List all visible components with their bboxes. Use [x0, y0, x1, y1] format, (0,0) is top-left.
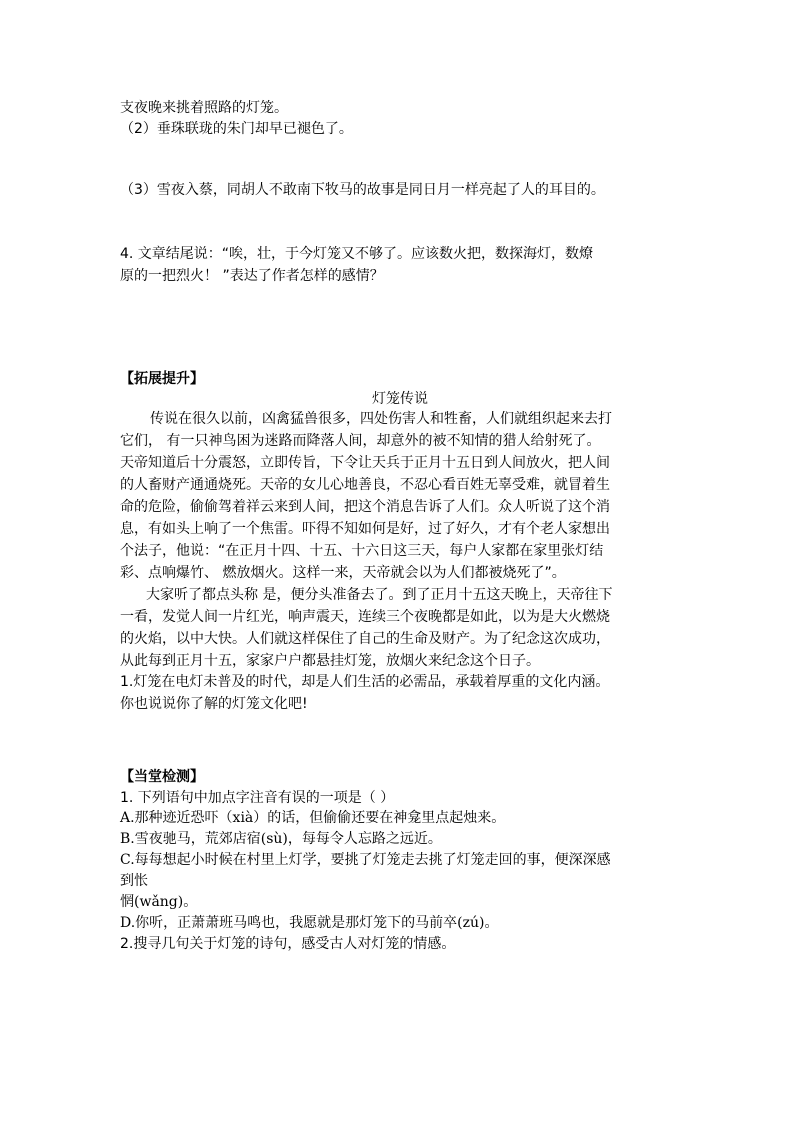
text-line: 支夜晚来挑着照路的灯笼。: [120, 100, 288, 116]
passage-line: 它们， 有一只神鸟困为迷路而降落人间，却意外的被不知情的猎人给射死了。: [120, 433, 601, 449]
passage-line: 命的危险，偷偷驾着祥云来到人间，把这个消息告诉了人们。众人听说了这个消: [120, 499, 610, 515]
passage-title: 灯笼传说: [372, 391, 428, 407]
passage-line: 息，有如头上响了一个焦雷。吓得不知如何是好，过了好久，才有个老人家想出: [120, 521, 610, 537]
test-question-line: 2.搜寻几句关于灯笼的诗句，感受古人对灯笼的情感。: [120, 936, 456, 952]
passage-line: 个法子，他说：“在正月十四、十五、十六日这三天，每户人家都在家里张灯结: [120, 543, 604, 559]
section-heading-test: 【当堂检测】: [120, 769, 204, 785]
option-c-line: C.每每想起小时候在村里上灯学，要挑了灯笼走去挑了灯笼走回的事，便深深感: [120, 852, 611, 868]
option-b: B.雪夜驰马，荒郊店宿(sù)，每每令人忘路之远近。: [120, 831, 442, 847]
option-c-line: 到怅: [120, 873, 148, 889]
test-question-line: 1. 下列语句中加点字注音有误的一项是（ ）: [120, 790, 395, 806]
section-heading-extension: 【拓展提升】: [120, 371, 204, 387]
question-4-line: 原的一把烈火！ ”表达了作者怎样的感情？: [120, 268, 384, 284]
option-d: D.你听，正萧萧班马鸣也，我愿就是那灯笼下的马前卒(zú)。: [120, 915, 499, 931]
extension-question-line: 1.灯笼在电灯未普及的时代，却是人们生活的必需品，承载着厚重的文化内涵。: [120, 674, 610, 690]
passage-line: 从此每到正月十五，家家户户都悬挂灯笼，放烟火来纪念这个日子。: [120, 653, 540, 669]
passage-line: 传说在很久以前，凶禽猛兽很多，四处伤害人和牲畜，人们就组织起来去打: [150, 411, 612, 427]
passage-line: 天帝知道后十分震怒，立即传旨，下令让天兵于正月十五日到人间放火，把人间: [120, 455, 610, 471]
passage-line: 的人畜财产通通烧死。天帝的女儿心地善良，不忍心看百姓无辜受难，就冒着生: [120, 477, 610, 493]
text-line: （2）垂珠联珑的朱门却早已褪色了。: [120, 121, 353, 137]
passage-line: 的火焰，以中大快。人们就这样保住了自己的生命及财产。为了纪念这次成功，: [120, 631, 610, 647]
option-c-line: 惘(wǎng)。: [120, 894, 198, 910]
option-a: A.那种迹近恐吓（xià）的话，但偷偷还要在神龛里点起烛来。: [120, 810, 506, 826]
passage-line: 一看，发觉人间一片红光，响声震天，连续三个夜晚都是如此，以为是大火燃烧: [120, 609, 610, 625]
extension-question-line: 你也说说你了解的灯笼文化吧!: [120, 696, 308, 712]
passage-line: 大家听了都点头称 是，便分头准备去了。到了正月十五这天晚上，天帝往下: [146, 587, 613, 603]
passage-line: 彩、点响爆竹、 燃放烟火。这样一来，天帝就会以为人们都被烧死了”。: [120, 565, 566, 581]
text-line: （3）雪夜入蔡，同胡人不敢南下牧马的故事是同日月一样亮起了人的耳目的。: [120, 182, 605, 198]
question-4-line: 4. 文章结尾说：“唉，壮，于今灯笼又不够了。应该数火把，数探海灯，数燎: [120, 246, 594, 262]
